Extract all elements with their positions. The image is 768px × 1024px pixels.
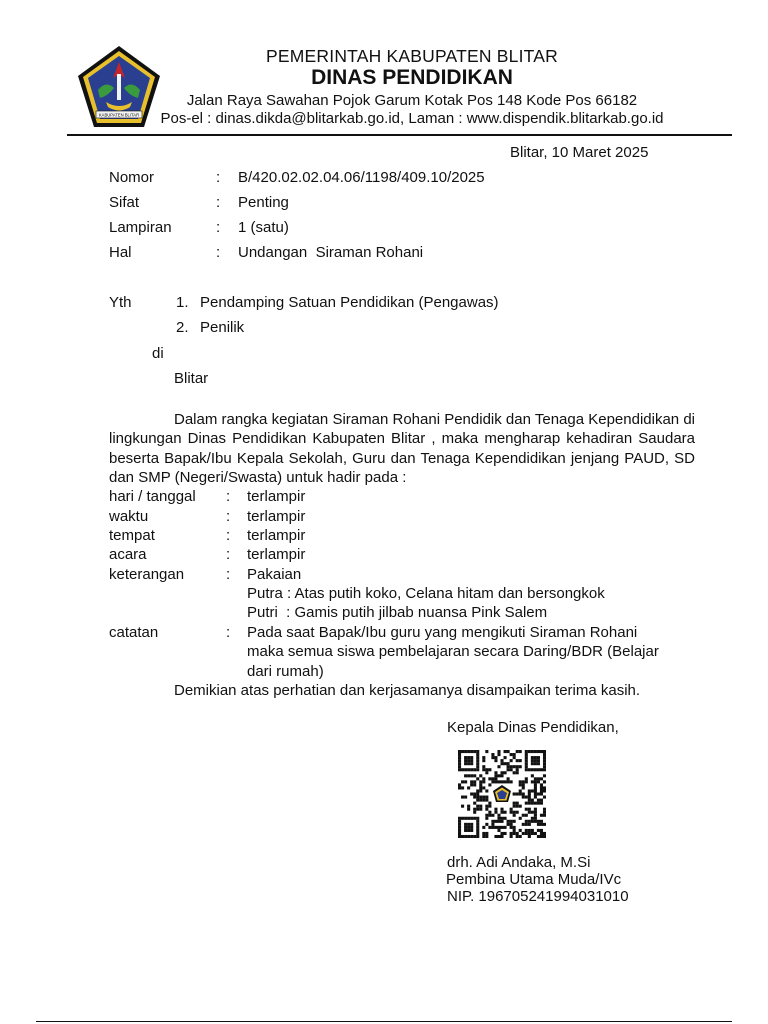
opening-paragraph: [109, 410, 695, 487]
note-line: Pada saat Bapak/Ibu guru yang mengikuti Siraman Rohani: [247, 624, 638, 641]
meta-value-hal: Undangan Siraman Rohani: [238, 244, 424, 261]
recipient-place: Blitar: [174, 370, 209, 387]
opening-text: Dalam rangka kegiatan Siraman Rohani Pendidik dan Tenaga Kependidikan di lingkungan Dinas Pendidikan Kabupaten Blitar , maka mengharap kehadiran Saudara beserta Bapak/Ibu Kepala Sekolah, Guru dan Tenaga Kependidikan jenjang PAUD, SD dan SMP (Negeri/Swasta) untuk hadir pada :: [109, 411, 695, 486]
note-label: catatan: [109, 624, 159, 641]
meta-label-sifat: Sifat: [109, 194, 140, 211]
yth-label: Yth: [109, 294, 132, 311]
note-line: dari rumah): [247, 663, 324, 680]
detail-colon: :: [226, 546, 231, 563]
meta-label-nomor: Nomor: [109, 169, 155, 186]
detail-value: terlampir: [247, 508, 306, 525]
detail-label: hari / tanggal: [109, 488, 196, 505]
closing-sentence: Demikian atas perhatian dan kerjasamanya disampaikan terima kasih.: [174, 682, 641, 699]
meta-label-lampiran: Lampiran: [109, 219, 172, 236]
meta-value-sifat: Penting: [238, 194, 289, 211]
dress-code-male: Putra : Atas putih koko, Celana hitam dan bersongkok: [247, 585, 605, 602]
government-name: PEMERINTAH KABUPATEN BLITAR: [266, 46, 558, 66]
detail-colon: :: [226, 488, 231, 505]
recipient-di: di: [152, 345, 164, 362]
detail-value: terlampir: [247, 546, 306, 563]
signatory-title: Kepala Dinas Pendidikan,: [447, 719, 619, 736]
logo-ribbon-text: KABUPATEN BLITAR: [98, 112, 140, 118]
signature-qr-code: [458, 750, 546, 838]
office-name: DINAS PENDIDIKAN: [311, 66, 513, 89]
detail-label: keterangan: [109, 566, 185, 583]
recipient-item: Pendamping Satuan Pendidikan (Pengawas): [200, 294, 499, 311]
note-line: maka semua siswa pembelajaran secara Daring/BDR (Belajar: [247, 643, 659, 660]
dress-code-female: Putri : Gamis putih jilbab nuansa Pink Salem: [247, 604, 548, 621]
detail-colon: :: [226, 566, 231, 583]
letterhead-divider: [67, 134, 732, 136]
recipient-number: 2.: [176, 319, 189, 336]
detail-colon: :: [226, 508, 231, 525]
detail-label: tempat: [109, 527, 155, 544]
signatory-rank: Pembina Utama Muda/IVc: [446, 871, 622, 888]
meta-colon: :: [216, 244, 221, 261]
detail-colon: :: [226, 624, 231, 641]
detail-label: waktu: [109, 508, 149, 525]
meta-colon: :: [216, 219, 221, 236]
detail-label: acara: [109, 546, 147, 563]
meta-value-lampiran: 1 (satu): [238, 219, 289, 236]
footer-divider: [36, 1021, 732, 1022]
meta-label-hal: Hal: [109, 244, 132, 261]
detail-value: Pakaian: [247, 566, 302, 583]
office-contact: Pos-el : dinas.dikda@blitarkab.go.id, Laman : www.dispendik.blitarkab.go.id: [160, 110, 664, 127]
detail-colon: :: [226, 527, 231, 544]
signatory-name: drh. Adi Andaka, M.Si: [447, 854, 591, 871]
meta-colon: :: [216, 169, 221, 186]
meta-colon: :: [216, 194, 221, 211]
place-date: Blitar, 10 Maret 2025: [510, 144, 649, 161]
recipient-item: Penilik: [200, 319, 245, 336]
detail-value: terlampir: [247, 488, 306, 505]
meta-value-nomor: B/420.02.02.04.06/1198/409.10/2025: [238, 169, 485, 186]
recipient-number: 1.: [176, 294, 189, 311]
signatory-nip: NIP. 196705241994031010: [447, 888, 629, 905]
qr-center-emblem: [493, 785, 511, 802]
detail-value: terlampir: [247, 527, 306, 544]
office-address: Jalan Raya Sawahan Pojok Garum Kotak Pos 148 Kode Pos 66182: [186, 92, 638, 109]
